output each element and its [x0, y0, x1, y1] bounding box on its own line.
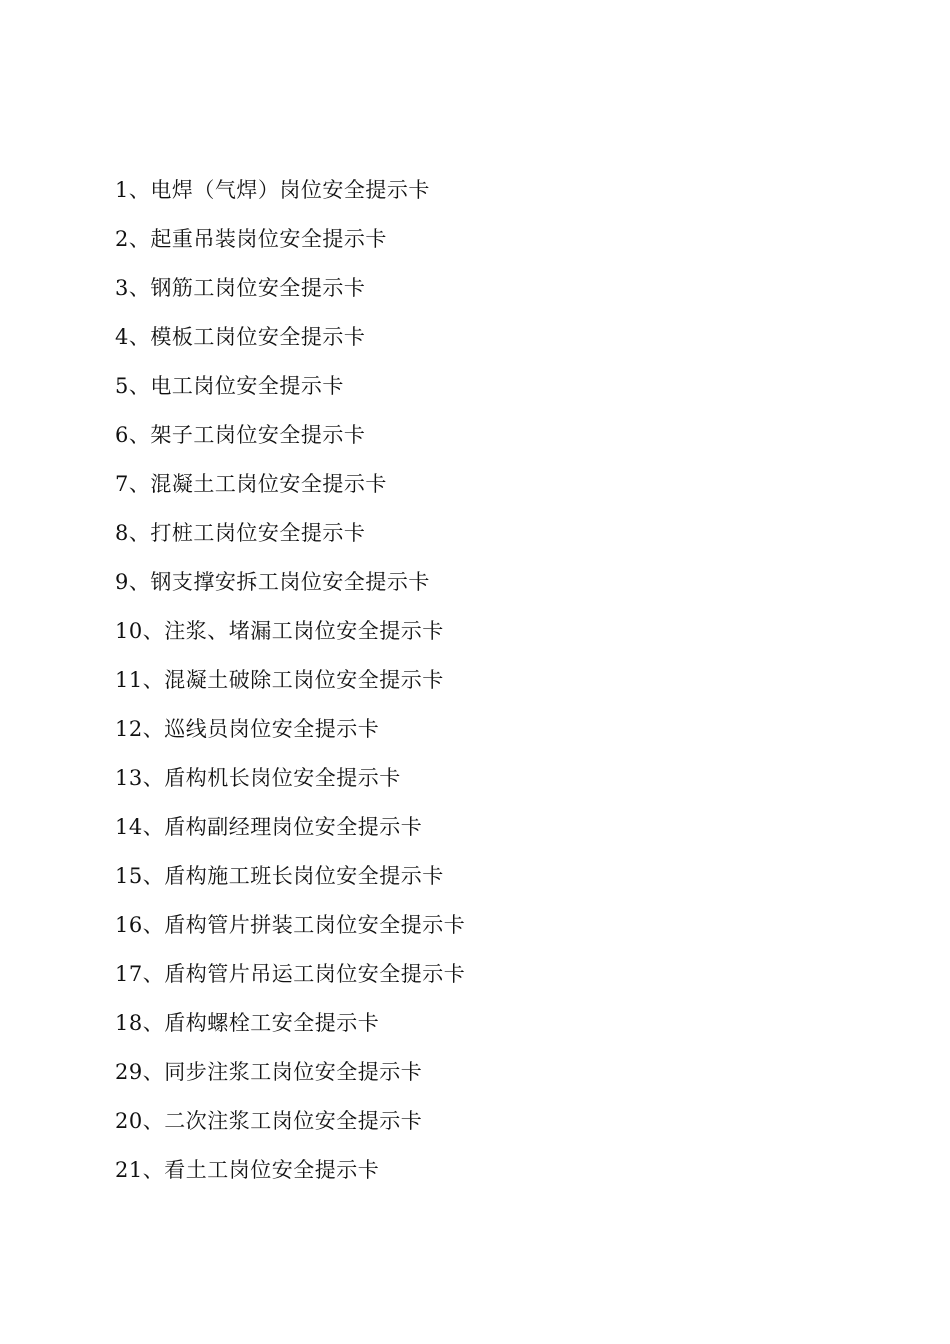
toc-item: 3、钢筋工岗位安全提示卡 [115, 276, 366, 300]
toc-item: 1、电焊（气焊）岗位安全提示卡 [115, 178, 430, 202]
toc-item: 11、混凝土破除工岗位安全提示卡 [115, 668, 444, 692]
toc-item: 20、二次注浆工岗位安全提示卡 [115, 1109, 423, 1133]
toc-item: 8、打桩工岗位安全提示卡 [115, 521, 366, 545]
toc-item: 13、盾构机长岗位安全提示卡 [115, 766, 401, 790]
toc-item: 15、盾构施工班长岗位安全提示卡 [115, 864, 444, 888]
toc-item: 4、模板工岗位安全提示卡 [115, 325, 366, 349]
toc-item: 7、混凝土工岗位安全提示卡 [115, 472, 387, 496]
toc-item: 17、盾构管片吊运工岗位安全提示卡 [115, 962, 466, 986]
toc-item: 10、注浆、堵漏工岗位安全提示卡 [115, 619, 444, 643]
toc-item: 16、盾构管片拼装工岗位安全提示卡 [115, 913, 466, 937]
toc-item: 18、盾构螺栓工安全提示卡 [115, 1011, 380, 1035]
toc-item: 6、架子工岗位安全提示卡 [115, 423, 366, 447]
toc-item: 29、同步注浆工岗位安全提示卡 [115, 1060, 423, 1084]
toc-item: 12、巡线员岗位安全提示卡 [115, 717, 380, 741]
toc-list [115, 170, 465, 1199]
toc-item: 5、电工岗位安全提示卡 [115, 374, 344, 398]
toc-item: 2、起重吊装岗位安全提示卡 [115, 227, 387, 251]
toc-item: 9、钢支撑安拆工岗位安全提示卡 [115, 570, 430, 594]
toc-item: 21、看土工岗位安全提示卡 [115, 1158, 380, 1182]
toc-item: 14、盾构副经理岗位安全提示卡 [115, 815, 423, 839]
